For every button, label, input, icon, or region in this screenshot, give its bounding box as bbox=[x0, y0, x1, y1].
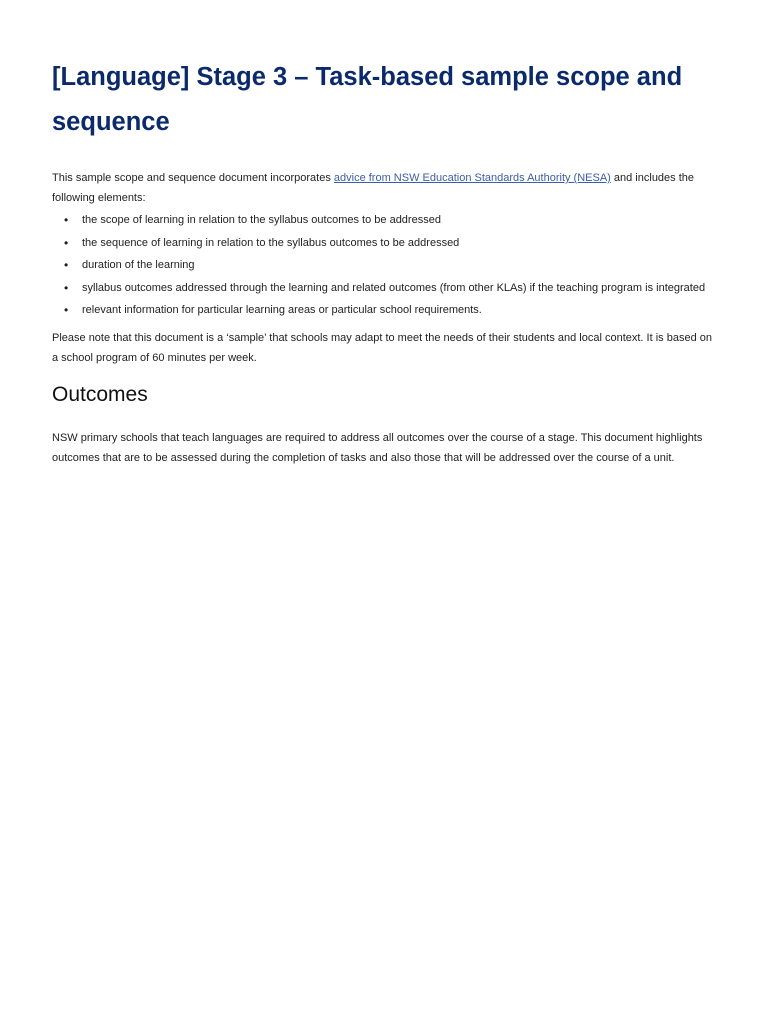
document-title: [Language] Stage 3 – Task-based sample scope and sequence bbox=[52, 63, 683, 136]
list-item-text: the scope of learning in relation to the syllabus outcomes to be addressed bbox=[82, 214, 441, 226]
list-item bbox=[52, 278, 718, 301]
elements-list bbox=[52, 210, 718, 323]
outcomes-heading: Outcomes bbox=[52, 383, 148, 406]
intro-text-after-link: and includes the following elements: bbox=[52, 172, 695, 204]
list-item-text: syllabus outcomes addressed through the learning and related outcomes (from other KLAs) if the teaching program is integrated bbox=[82, 281, 706, 294]
bullet-icon: • bbox=[64, 280, 69, 295]
list-item-text: the sequence of learning in relation to the syllabus outcomes to be addressed bbox=[82, 236, 460, 249]
nesa-advice-link[interactable]: advice from NSW Education Standards Authority (NESA) bbox=[333, 172, 611, 184]
list-item bbox=[52, 300, 718, 323]
list-item-text: duration of the learning bbox=[82, 259, 195, 271]
bullet-icon: • bbox=[64, 258, 69, 272]
intro-text-before-link: This sample scope and sequence document incorporates bbox=[52, 172, 334, 184]
list-item bbox=[52, 255, 718, 278]
bullet-icon: • bbox=[64, 303, 69, 317]
list-item bbox=[52, 210, 718, 233]
list-item-text: relevant information for particular learning areas or particular school requirements. bbox=[82, 304, 482, 316]
note-paragraph: Please note that this document is a ‘sample’ that schools may adapt to meet the needs of their students and local context. It is based on a school program of 60 minutes per week. bbox=[52, 332, 712, 364]
bullet-icon: • bbox=[64, 213, 69, 227]
intro-paragraph bbox=[52, 169, 714, 208]
outcomes-paragraph: NSW primary schools that teach languages are required to address all outcomes over the course of a stage. This document highlights outcomes that are to be assessed during the completion of tasks and also those that will be addressed over the course of a unit. bbox=[52, 432, 703, 464]
bullet-icon: • bbox=[64, 235, 69, 250]
list-item bbox=[52, 233, 718, 256]
